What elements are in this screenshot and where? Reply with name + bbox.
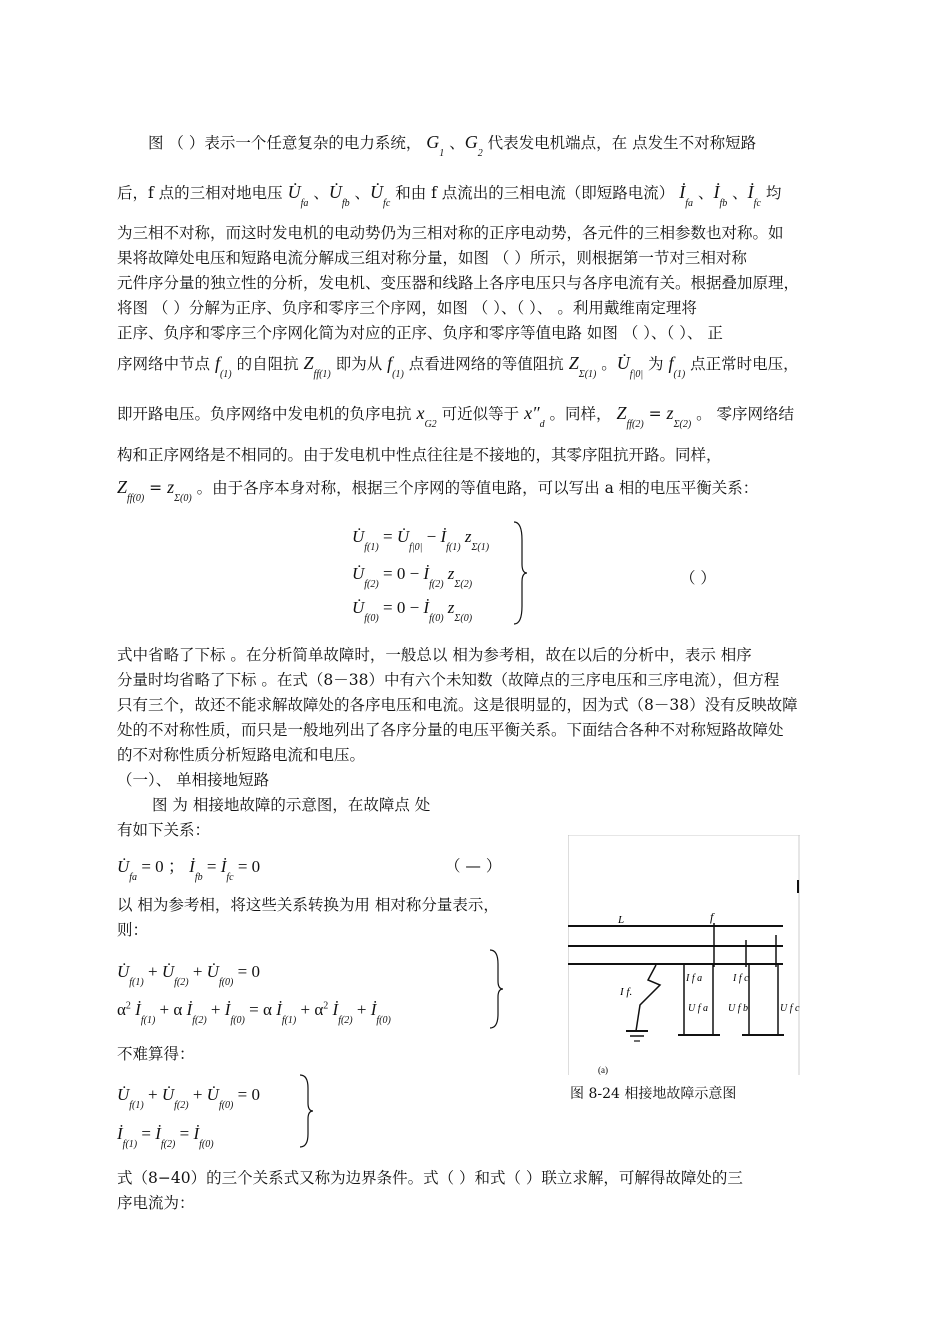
equation-2: $U̇_{fa} = 0$ ； $İ_{fb}$ = $İ_{fc} = 0$ [117, 857, 261, 883]
para1-line6: 将图 （ ）分解为正序、负序和零序三个序网，如图 （ ）、（ ）、 。利用戴维南定理将 [117, 299, 697, 317]
para2-line1: 式中省略了下标 。在分析简单故障时，一般总以 相为参考相，故在以后的分析中，表示 相序 [117, 646, 752, 664]
para1-line7: 正序、负序和零序三个序网化简为对应的正序、负序和零序等值电路 如图 （ ）、（ ）、 正 [117, 324, 723, 342]
fault-point-label: f [710, 910, 714, 924]
not-hard-text: 不难算得： [117, 1045, 195, 1063]
svg-text:I f.: I f. [620, 986, 633, 998]
section-heading: （一）、 单相接地短路 [117, 771, 270, 789]
para1-line11: $Z_{ff(0)} = z_{\Sigma(0)}$ 。由于各序本身对称，根据三个序网的等值电路，可以写出 a 相的电压平衡关系： [117, 477, 759, 504]
equation-3-row2: $\alpha^2$ $İ_{f(1)} + \alpha$ $İ_{f(2)}$ + $İ_{f(0)} = \alpha$ $İ_{f(1)} + \alpha^2$ $İ_{f(2)}$ + $İ_{f(0)}$ [117, 1000, 391, 1026]
svg-text:I f c: I f c [733, 973, 749, 984]
para1-line10: 构和正序网络是不相同的。由于发电机中性点往往是不接地的，其零序阻抗开路。同样， [117, 446, 722, 464]
para2-line5: 的不对称性质分析短路电流和电压。 [117, 746, 366, 764]
para1-line8: 序网络中节点 $f_{(1)}$ 的自阻抗 $Z_{ff(1)}$ 即为从 $f_{(1)}$ 点看进网络的等值阻抗 $Z_{\Sigma(1)}$ 。$U̇_{f|0|}$ 为 $f_{(1)}$ 点正常时电压， [117, 353, 799, 380]
para2-line2: 分量时均省略了下标 。在式（8－38）中有六个未知数（故障点的三序电压和三序电流），但方程 [117, 671, 780, 689]
equation-1-row3: $U̇_{f(0)} = 0$ − $İ_{f(0)}$ $z_{\Sigma(0)}$ [352, 598, 473, 624]
equation-1-row2: $U̇_{f(2)} = 0$ − $İ_{f(2)}$ $z_{\Sigma(2)}$ [352, 564, 473, 590]
para4-line1: 以 相为参考相，将这些关系转换为用 相对称分量表示， [117, 896, 499, 914]
para1-line9: 即开路电压。负序网络中发电机的负序电抗 $x_{G2}$ 可近似等于 $x''_d$ 。同样， $Z_{ff(2)} = z_{\Sigma(2)}$ 。 零序网络结 [117, 403, 795, 430]
para1-line3: 为三相不对称，而这时发电机的电动势仍为三相对称的正序电动势，各元件的三相参数也对称。如 [117, 224, 784, 242]
para1-line4: 果将故障处电压和短路电流分解成三组对称分量，如图 （ ）所示，则根据第一节对三相对称 [117, 249, 747, 267]
para4-line2: 则： [117, 921, 149, 939]
svg-text:U f a: U f a [688, 1003, 708, 1014]
equation-1-number: （ ） [680, 569, 716, 587]
equation-1-brace [512, 520, 528, 626]
svg-text:U f c: U f c [780, 1003, 800, 1014]
equation-4-brace [298, 1073, 314, 1149]
line-label-L: L [618, 914, 625, 926]
para2-line4: 处的不对称性质，而只是一般地列出了各序分量的电压平衡关系。下面结合各种不对称短路故障处 [117, 721, 784, 739]
para1-line1: 图 （ ）表示一个任意复杂的电力系统， $G_1$ 、$G_2$ 代表发电机端点，在 点发生不对称短路 [148, 132, 757, 159]
equation-2-number: （ — ） [445, 857, 502, 875]
svg-text:(a): (a) [598, 1065, 608, 1075]
para1-line2: 后，f 点的三相对地电压 $U̇_{fa}$ 、$U̇_{fb}$ 、$U̇_{fc}$ 和由 f 点流出的三相电流（即短路电流） $İ_{fa}$ 、$İ_{fb}$ 、$İ_{fc}$ 均 [117, 182, 782, 209]
para1-line5: 元件序分量的独立性的分析，发电机、变压器和线路上各序电压只与各序电流有关。根据叠加原理， [117, 274, 800, 292]
para5-line1: 式（8−40）的三个关系式又称为边界条件。式（ ）和式（ ）联立求解，可解得故障处的三 [117, 1169, 743, 1187]
equation-4-row1: $U̇_{f(1)}$ + $U̇_{f(2)}$ + $U̇_{f(0)} = 0$ [117, 1085, 260, 1111]
para3-line2: 有如下关系： [117, 821, 211, 839]
para5-line2: 序电流为： [117, 1194, 195, 1212]
fault-diagram-figure [568, 835, 800, 1075]
equation-3-row1: $U̇_{f(1)}$ + $U̇_{f(2)}$ + $U̇_{f(0)} = 0$ [117, 962, 260, 988]
para3-line1: 图 为 相接地故障的示意图，在故障点 处 [152, 796, 431, 814]
svg-text:I f a: I f a [686, 973, 703, 984]
equation-1-row1: $U̇_{f(1)}$ = $U̇_{f|0|}$ − $İ_{f(1)}$ $z_{\Sigma(1)}$ [352, 527, 490, 553]
equation-4-row2: $İ_{f(1)}$ = $İ_{f(2)}$ = $İ_{f(0)}$ [117, 1124, 214, 1150]
figure-caption: 图 8-24 相接地故障示意图 [570, 1086, 737, 1102]
para2-line3: 只有三个，故还不能求解故障处的各序电压和电流。这是很明显的，因为式（8－38）没有反映故障 [117, 696, 798, 714]
svg-text:U f b: U f b [728, 1003, 748, 1014]
equation-3-brace [488, 948, 504, 1030]
